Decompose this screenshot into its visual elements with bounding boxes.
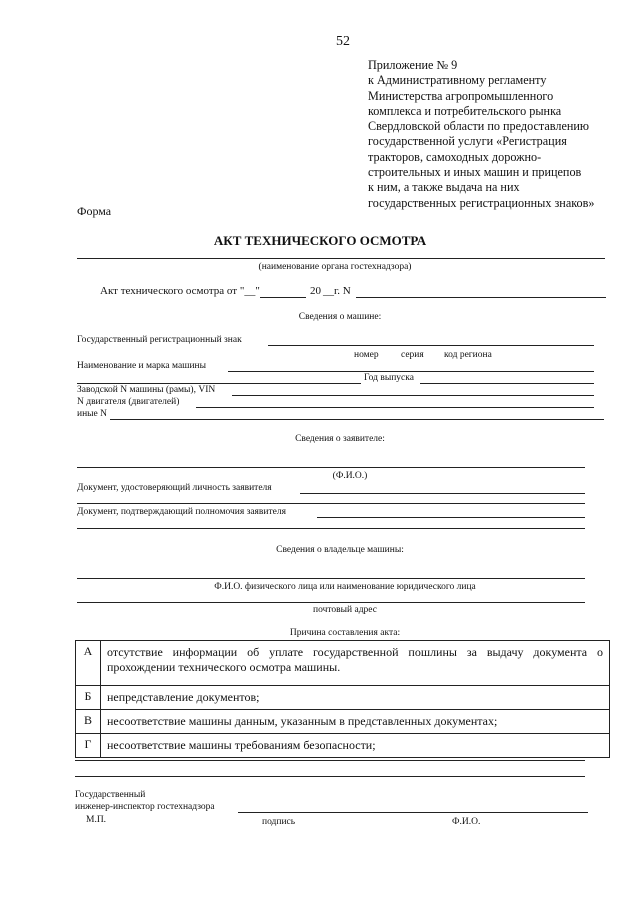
applicant-fio-caption: (Ф.И.О.)	[332, 471, 368, 481]
owner-address-line[interactable]	[77, 602, 585, 603]
appendix-line: к ним, а также выдача на них	[368, 180, 520, 195]
act-year-blank[interactable]: __	[323, 285, 334, 297]
name-brand-line-2[interactable]	[77, 383, 361, 384]
form-label: Форма	[77, 204, 112, 218]
act-date-prefix: Акт технического осмотра от "	[100, 285, 245, 297]
appendix-line: строительных и иных машин и прицепов	[368, 165, 582, 180]
signature-caption: подпись	[262, 817, 296, 827]
appendix-note	[368, 58, 630, 211]
reason-letter: В	[76, 710, 101, 734]
appendix-line: Свердловской области по предоставлению	[368, 119, 590, 134]
reason-letter: Г	[76, 734, 101, 758]
reason-row-a[interactable]	[76, 641, 610, 686]
act-month-line[interactable]	[260, 297, 306, 298]
reason-row-g[interactable]	[76, 734, 610, 758]
year-label: Год выпуска	[364, 373, 414, 383]
reg-number-caption: номер	[354, 350, 379, 360]
reason-text: отсутствие информации об уплате государственной пошлины за выдачу документа о прохождении технического осмотра машины.	[101, 641, 610, 686]
act-date-quote: "	[255, 285, 260, 297]
power-document-label: Документ, подтверждающий полномочия заявителя	[77, 507, 286, 517]
reason-row-v[interactable]	[76, 710, 610, 734]
appendix-line: государственной услуги «Регистрация	[368, 134, 567, 149]
engine-number-label: N двигателя (двигателей)	[77, 397, 180, 407]
signature-title-line2: инженер-инспектор гостехнадзора	[75, 802, 215, 812]
reasons-table	[75, 640, 610, 758]
other-number-line[interactable]	[110, 419, 604, 420]
year-line[interactable]	[420, 383, 594, 384]
appendix-line: к Административному регламенту	[368, 73, 547, 88]
authority-caption: (наименование органа гостехнадзора)	[258, 262, 412, 272]
reason-letter: А	[76, 641, 101, 686]
reg-series-caption: серия	[401, 350, 424, 360]
appendix-line: государственных регистрационных знаков»	[368, 195, 595, 210]
page-number: 52	[336, 34, 350, 49]
factory-number-line[interactable]	[232, 395, 594, 396]
reason-text: несоответствие машины данным, указанным в представленных документах;	[101, 710, 610, 734]
applicant-section-heading: Сведения о заявителе:	[295, 434, 385, 444]
name-brand-label: Наименование и марка машины	[77, 361, 207, 371]
engine-number-line[interactable]	[196, 407, 594, 408]
notes-line-2[interactable]	[75, 776, 585, 777]
other-number-label: иные N	[77, 409, 108, 419]
act-day-blank[interactable]: __	[244, 285, 256, 297]
signature-line[interactable]	[238, 812, 588, 813]
act-date-line	[100, 285, 260, 297]
owner-address-caption: почтовый адрес	[313, 605, 377, 615]
applicant-fio-line[interactable]	[77, 467, 585, 468]
notes-line-1[interactable]	[75, 760, 585, 761]
document-title: АКТ ТЕХНИЧЕСКОГО ОСМОТРА	[213, 233, 427, 248]
appendix-line: Министерства агропромышленного	[368, 88, 554, 103]
reg-sign-line[interactable]	[268, 345, 594, 346]
id-document-label: Документ, удостоверяющий личность заявителя	[77, 483, 272, 493]
appendix-line: комплекса и потребительского рынка	[368, 103, 562, 118]
power-document-line-2[interactable]	[77, 528, 585, 529]
reasons-heading: Причина составления акта:	[289, 628, 401, 638]
stamp-placeholder: М.П.	[86, 815, 107, 825]
act-number-line[interactable]	[356, 297, 606, 298]
owner-section-heading: Сведения о владельце машины:	[276, 545, 404, 555]
owner-name-caption: Ф.И.О. физического лица или наименование юридического лица	[214, 582, 476, 592]
id-document-line[interactable]	[300, 493, 585, 494]
reg-region-caption: код региона	[444, 350, 492, 360]
inspector-fio-caption: Ф.И.О.	[452, 817, 481, 827]
act-year-prefix: 20	[310, 285, 321, 297]
owner-name-line[interactable]	[77, 578, 585, 579]
reason-letter: Б	[76, 686, 101, 710]
machine-section-heading: Сведения о машине:	[298, 312, 382, 322]
signature-title-line1: Государственный	[75, 790, 146, 800]
act-number-label: г. N	[334, 285, 351, 297]
reason-text: непредставление документов;	[101, 686, 610, 710]
appendix-line: Приложение № 9	[368, 58, 458, 72]
appendix-line: тракторов, самоходных дорожно-	[368, 149, 542, 164]
reason-row-b[interactable]	[76, 686, 610, 710]
authority-line[interactable]	[77, 258, 605, 259]
reason-text: несоответствие машины требованиям безопасности;	[101, 734, 610, 758]
reg-sign-label: Государственный регистрационный знак	[77, 335, 242, 345]
name-brand-line[interactable]	[228, 371, 594, 372]
power-document-line[interactable]	[317, 517, 585, 518]
factory-number-label: Заводской N машины (рамы), VIN	[77, 385, 216, 395]
id-document-line-2[interactable]	[77, 503, 585, 504]
